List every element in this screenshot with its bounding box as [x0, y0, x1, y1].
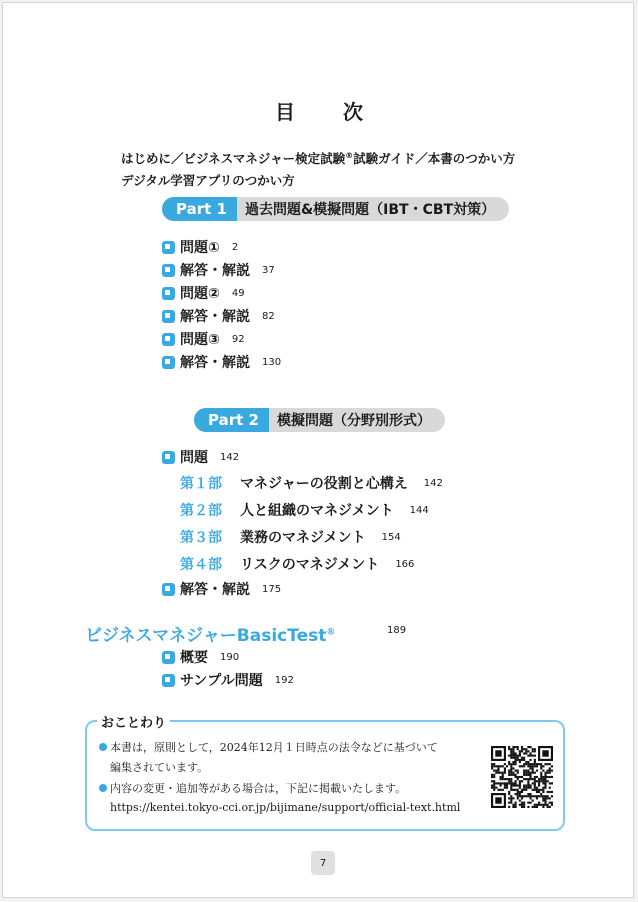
intro-text-a: はじめに／ビジネスマネジャー検定試験	[121, 151, 346, 166]
part2-tag: Part 2	[194, 408, 269, 432]
square-bullet-icon	[162, 651, 175, 664]
item-label: 問題②	[180, 286, 220, 302]
item-label: 解答・解説	[180, 582, 250, 598]
chapter-item	[180, 501, 429, 519]
item-page: 175	[262, 583, 282, 595]
registered-mark: ®	[326, 627, 336, 638]
item-page: 37	[262, 264, 275, 276]
square-bullet-icon	[162, 451, 175, 464]
basictest-title-text: ビジネスマネジャーBasicTest	[85, 626, 327, 646]
part2-answer-item	[162, 580, 281, 598]
part1-title: 過去問題&模擬問題（IBT・CBT対策）	[244, 202, 496, 218]
notice-text-1: 本書は，原則として，2024年12月１日時点の法令などに基づいて	[110, 741, 438, 754]
item-label: 解答・解説	[180, 355, 250, 371]
chapter-label: リスクのマネジメント	[240, 557, 380, 573]
toc-item	[162, 648, 239, 666]
item-label: 問題③	[180, 332, 220, 348]
intro-text-b: 試験ガイド／本書のつかい方	[353, 151, 516, 166]
chapter-item	[180, 555, 414, 573]
chapter-item	[180, 528, 401, 546]
item-label: 概要	[180, 650, 208, 666]
part2-question-item	[162, 448, 239, 466]
chapter-label: マネジャーの役割と心構え	[240, 476, 408, 492]
square-bullet-icon	[162, 241, 175, 254]
page-number: 7	[311, 851, 335, 875]
square-bullet-icon	[162, 674, 175, 687]
part2-title: 模擬問題（分野別形式）	[276, 413, 431, 429]
notice-line-2	[99, 780, 406, 796]
notice-url[interactable]: https://kentei.tokyo-cci.or.jp/bijimane/support/official-text.html	[110, 801, 461, 814]
chapter-number: 第１部	[180, 476, 222, 492]
part1-tag: Part 1	[162, 197, 237, 221]
chapter-page: 154	[381, 531, 401, 543]
toc-item	[162, 353, 281, 371]
item-page: 2	[231, 241, 239, 253]
toc-item	[162, 671, 294, 689]
part2-header	[194, 408, 445, 432]
chapter-label: 業務のマネジメント	[240, 530, 366, 546]
dot-bullet-icon	[99, 743, 107, 751]
square-bullet-icon	[162, 287, 175, 300]
item-label: 問題①	[180, 240, 220, 256]
toc-item	[162, 238, 238, 256]
item-page: 49	[231, 287, 245, 299]
notice-text-2: 内容の変更・追加等がある場合は，下記に掲載いたします。	[110, 782, 407, 795]
item-page: 82	[262, 310, 275, 322]
registered-mark: ®	[345, 150, 354, 160]
part1-header	[162, 197, 509, 221]
basictest-page: 189	[387, 625, 407, 636]
square-bullet-icon	[162, 310, 175, 323]
notice-line-1b: 編集されています。	[110, 761, 209, 774]
dot-bullet-icon	[99, 784, 107, 792]
item-page: 142	[220, 451, 240, 463]
item-page: 130	[262, 356, 282, 368]
chapter-page: 142	[423, 477, 443, 489]
item-label: 解答・解説	[180, 263, 250, 279]
notice-box	[85, 716, 565, 831]
chapter-number: 第２部	[180, 503, 222, 519]
item-label: 解答・解説	[180, 309, 250, 325]
item-label: サンプル問題	[180, 673, 263, 689]
chapter-item	[180, 474, 443, 492]
square-bullet-icon	[162, 264, 175, 277]
chapter-label: 人と組織のマネジメント	[240, 503, 394, 519]
toc-item	[162, 261, 275, 279]
item-page: 92	[231, 333, 245, 345]
intro-line-1	[121, 149, 515, 167]
chapter-page: 144	[409, 504, 429, 516]
item-page: 192	[274, 674, 294, 686]
page	[2, 2, 634, 898]
toc-item	[162, 307, 275, 325]
toc-item	[162, 284, 245, 302]
basictest-title	[85, 621, 335, 646]
item-page: 190	[220, 651, 240, 663]
qr-code-icon[interactable]	[491, 746, 553, 808]
intro-line-2: デジタル学習アプリのつかい方	[121, 173, 295, 188]
chapter-page: 166	[395, 558, 415, 570]
chapter-number: 第４部	[180, 557, 222, 573]
toc-item	[162, 330, 245, 348]
square-bullet-icon	[162, 583, 175, 596]
notice-line-1	[99, 739, 438, 755]
chapter-number: 第３部	[180, 530, 222, 546]
item-label: 問題	[180, 450, 208, 466]
notice-title: おことわり	[97, 712, 170, 731]
square-bullet-icon	[162, 356, 175, 369]
page-title: 目 次	[275, 100, 377, 124]
square-bullet-icon	[162, 333, 175, 346]
